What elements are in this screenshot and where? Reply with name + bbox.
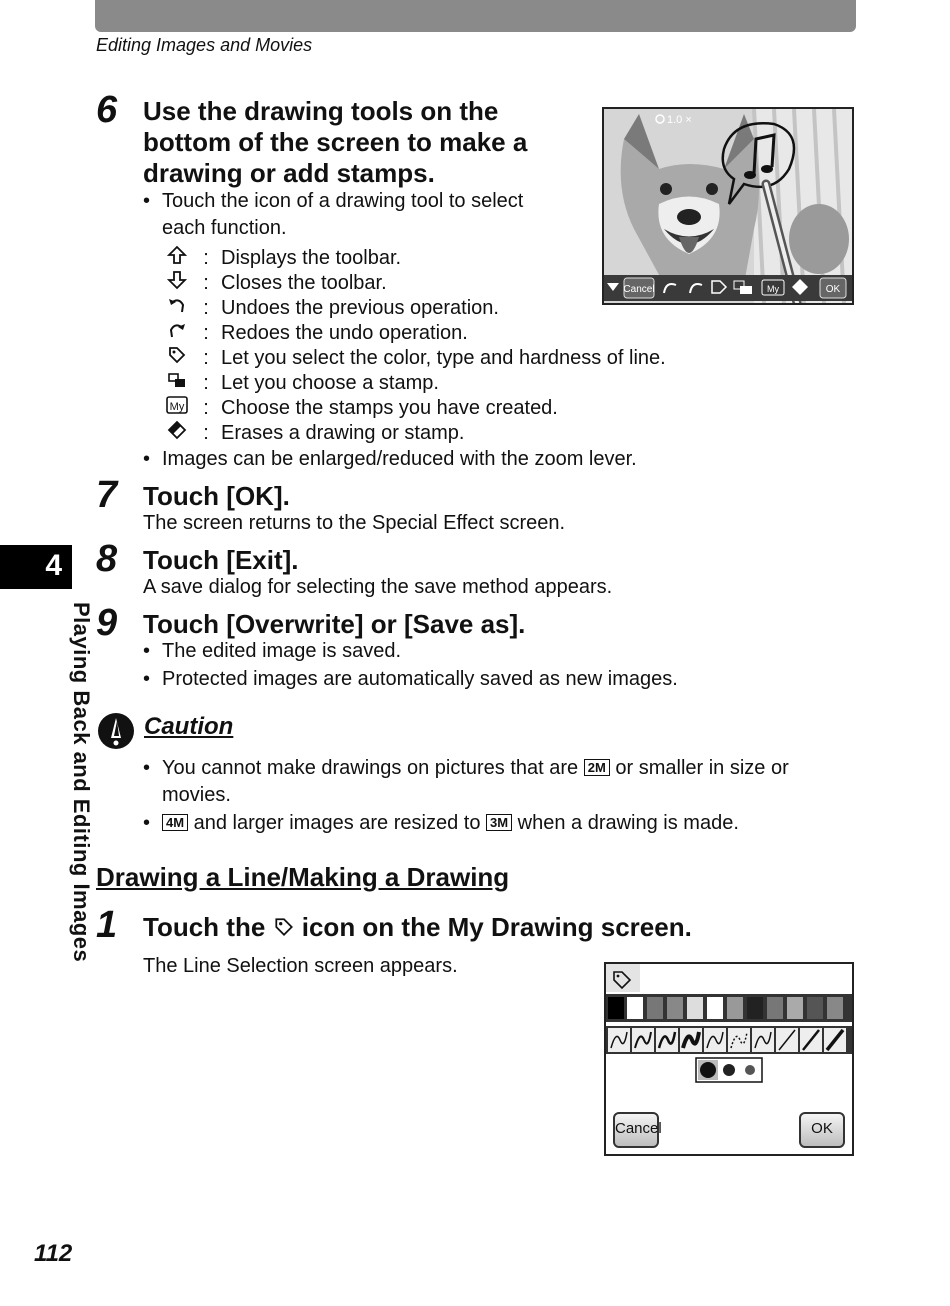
- bullet-item: • Images can be enlarged/reduced with the zoom lever.: [143, 448, 637, 470]
- tool-row: : Undoes the previous operation.: [163, 295, 499, 320]
- ok-button[interactable]: OK: [799, 1112, 845, 1148]
- tool-description: Undoes the previous operation.: [221, 296, 499, 319]
- svg-text:My: My: [169, 401, 185, 413]
- drawing-screen-illustration: [602, 107, 854, 305]
- bullet-text: Touch the icon of a drawing tool to select: [162, 190, 524, 212]
- bullet-item: • Touch the icon of a drawing tool to select each function.: [162, 188, 523, 242]
- step-number: 1: [96, 904, 118, 946]
- arrow-down-icon: [163, 270, 191, 297]
- caution-icon: [97, 712, 135, 755]
- page-number: 112: [34, 1240, 73, 1267]
- pen-tag-icon: [273, 914, 295, 945]
- step-title: Touch [Exit].: [143, 545, 299, 575]
- cancel-button: Cancel: [623, 284, 655, 295]
- tool-description: Choose the stamps you have created.: [221, 396, 558, 419]
- eraser-icon: [163, 420, 191, 447]
- caution-bullet: • 4M and larger images are resized to 3M when a drawing is made.: [143, 812, 739, 834]
- bullet-item: • The edited image is saved.: [143, 640, 402, 662]
- chapter-title: Playing Back and Editing Images: [69, 602, 94, 963]
- zoom-indicator: 1.0 ×: [667, 114, 692, 126]
- tool-description: Erases a drawing or stamp.: [221, 421, 465, 444]
- tool-row: : Erases a drawing or stamp.: [163, 420, 464, 445]
- bullet-item: • Protected images are automatically saved as new images.: [143, 668, 678, 690]
- pen-tag-icon: [163, 345, 191, 372]
- step-number: 6: [96, 89, 118, 131]
- tool-description: Redoes the undo operation.: [221, 321, 468, 344]
- step-title: Touch [Overwrite] or [Save as].: [143, 609, 526, 639]
- image-size-badge: 4M: [162, 814, 188, 831]
- step-number: 7: [96, 474, 118, 516]
- step-text: The Line Selection screen appears.: [143, 955, 458, 977]
- tool-row: : Let you select the color, type and hardness of line.: [163, 345, 666, 370]
- chapter-number: 4: [45, 549, 62, 582]
- bullet-text: each function.: [162, 217, 287, 239]
- top-bar: [95, 0, 856, 32]
- tool-row: : Let you choose a stamp.: [163, 370, 439, 395]
- stamp-icon: [163, 370, 191, 397]
- tool-description: Closes the toolbar.: [221, 271, 387, 294]
- tool-row: : Displays the toolbar.: [163, 245, 401, 270]
- my-stamp-icon: [163, 395, 191, 422]
- running-header: Editing Images and Movies: [96, 35, 313, 55]
- image-size-badge: 3M: [486, 814, 512, 831]
- svg-text:My: My: [767, 284, 779, 294]
- tool-description: Displays the toolbar.: [221, 246, 402, 269]
- tool-description: Let you choose a stamp.: [221, 371, 439, 394]
- undo-icon: [163, 295, 191, 322]
- section-title: Drawing a Line/Making a Drawing: [96, 862, 510, 892]
- arrow-up-icon: [163, 245, 191, 272]
- cancel-button[interactable]: Cancel: [613, 1112, 659, 1148]
- bullet-text: Images can be enlarged/reduced with the zoom lever.: [162, 448, 637, 470]
- tool-row: : Closes the toolbar.: [163, 270, 387, 295]
- title-line: Use the drawing tools on the: [143, 96, 499, 126]
- tool-row: My : Choose the stamps you have created.: [163, 395, 558, 420]
- title-line: drawing or add stamps.: [143, 158, 435, 188]
- image-size-badge: 2M: [584, 759, 610, 776]
- step-title: [143, 96, 527, 189]
- step-number: 8: [96, 538, 118, 580]
- step-text: A save dialog for selecting the save method appears.: [143, 576, 613, 598]
- line-selection-screen-illustration: [604, 962, 854, 1156]
- caution-title: Caution: [144, 713, 234, 740]
- step-title: Touch [OK].: [143, 481, 290, 511]
- ok-button: OK: [825, 284, 841, 295]
- title-line: bottom of the screen to make a: [143, 127, 528, 157]
- caution-bullet: • You cannot make drawings on pictures that are 2M or smaller in size or movies.: [143, 757, 789, 806]
- chapter-tab: [0, 545, 72, 589]
- redo-icon: [163, 320, 191, 347]
- step-title: Touch the icon on the My Drawing screen.: [143, 912, 692, 945]
- step-text: The screen returns to the Special Effect screen.: [143, 512, 566, 534]
- step-number: 9: [96, 602, 118, 644]
- tool-description: Let you select the color, type and hardness of line.: [221, 346, 666, 369]
- tool-row: : Redoes the undo operation.: [163, 320, 468, 345]
